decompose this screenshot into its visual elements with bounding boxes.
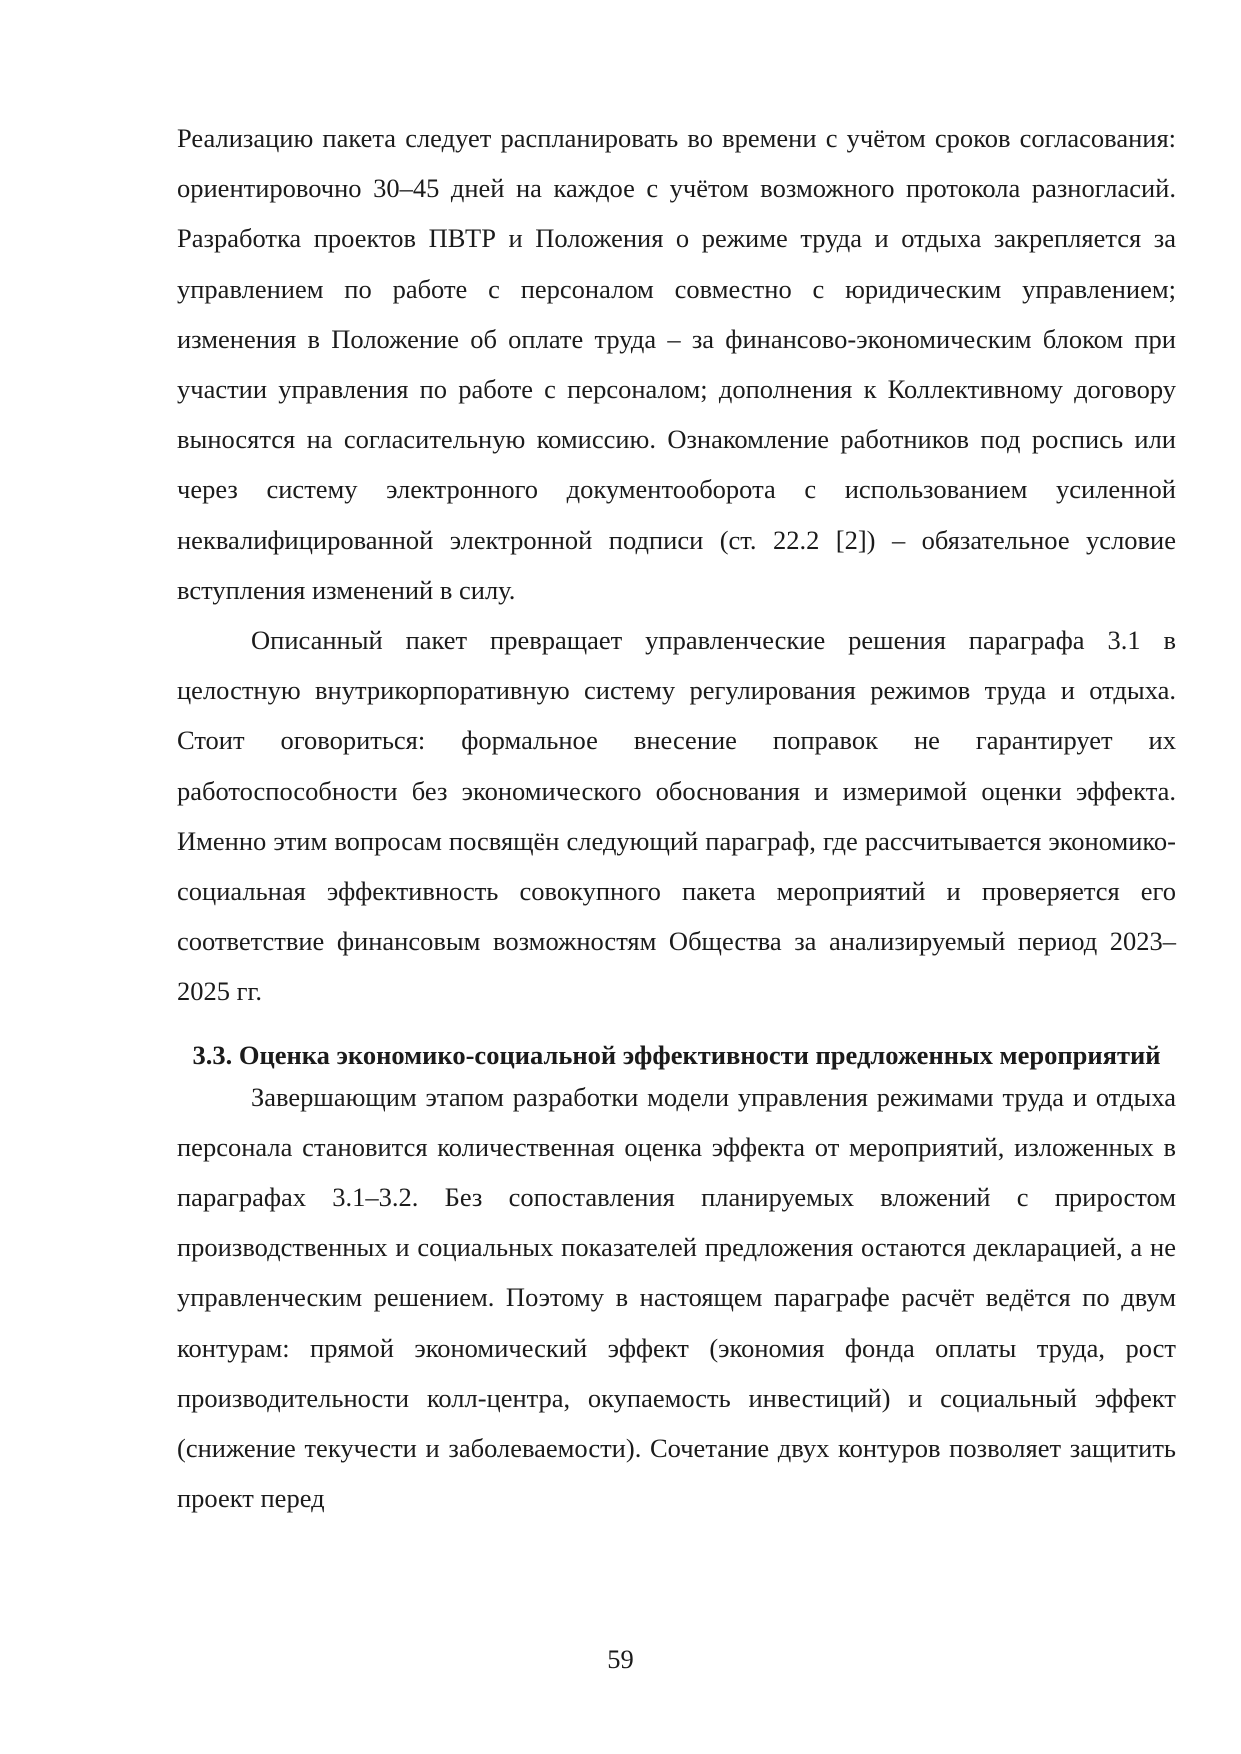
section-heading: 3.3. Оценка экономико-социальной эффективности предложенных мероприятий [192, 1039, 1161, 1070]
page-number: 59 [607, 1644, 634, 1674]
page-body [177, 113, 1176, 1523]
paragraph-effectiveness-intro: Завершающим этапом разработки модели управления режимами труда и отдыха персонала становится количественная оценка эффекта от мероприятий, изложенных в параграфах 3.1–3.2. Без сопоставления планируемых вложений с приростом производственных и социальных показателей предложения остаются декларацией, а не управленческим решением. Поэтому в настоящем параграфе расчёт ведётся по двум контурам: прямой экономический эффект (экономия фонда оплаты труда, рост производительности колл-центра, окупаемость инвестиций) и социальный эффект (снижение текучести и заболеваемости). Сочетание двух контуров позволяет защитить проект перед [177, 1081, 1176, 1514]
paragraph-package-summary: Описанный пакет превращает управленческие решения параграфа 3.1 в целостную внутрикорпоративную систему регулирования режимов труда и отдыха. Стоит оговориться: формальное внесение поправок не гарантирует их работоспособности без экономического обоснования и измеримой оценки эффекта. Именно этим вопросам посвящён следующий параграф, где рассчитывается экономико-социальная эффективность совокупного пакета мероприятий и проверяется его соответствие финансовым возможностям Общества за анализируемый период 2023–2025 гг. [177, 625, 1176, 1007]
paragraph-implementation-schedule: Реализацию пакета следует распланировать во времени с учётом сроков согласования: ориентировочно 30–45 дней на каждое с учётом возможного протокола разногласий. Разработка проектов ПВТР и Положения о режиме труда и отдыха закрепляется за управлением по работе с персоналом совместно с юридическим управлением; изменения в Положение об оплате труда – за финансово-экономическим блоком при участии управления по работе с персоналом; дополнения к Коллективному договору выносятся на согласительную комиссию. Ознакомление работников под роспись или через систему электронного документооборота с использованием усиленной неквалифицированной электронной подписи (ст. 22.2 [2]) – обязательное условие вступления изменений в силу. [177, 123, 1176, 605]
